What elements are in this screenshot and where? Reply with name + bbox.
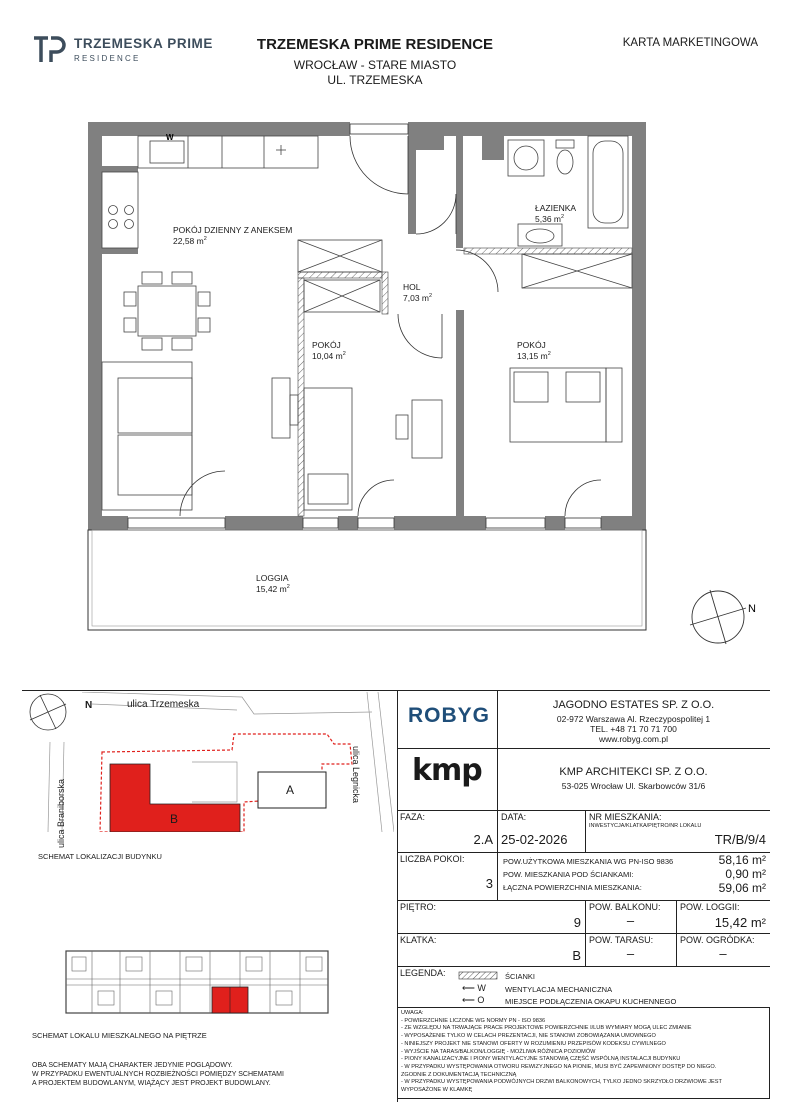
- hood-arrow-icon: ⟵ O: [462, 995, 485, 1005]
- area2-value: 0,90 m²: [725, 867, 766, 881]
- room-label-loggia: LOGGIA 15,42 $m^2$: [256, 573, 290, 594]
- divider: [397, 900, 770, 901]
- building-b-label: B: [170, 812, 179, 826]
- nr-label: NR MIESZKANIA:: [589, 812, 662, 822]
- loggia-label: POW. LOGGII:: [680, 902, 740, 912]
- document-title: TRZEMESKA PRIME RESIDENCE: [256, 36, 494, 53]
- divider: [397, 810, 770, 811]
- faza-label: FAZA:: [400, 812, 426, 822]
- area3-value: 59,06 m²: [718, 881, 766, 895]
- room-label-hall: HOL 7,03 $m^2$: [403, 282, 433, 303]
- location-line: WROCŁAW - STARE MIASTO: [293, 58, 457, 72]
- legend-label: LEGENDA:: [400, 968, 446, 978]
- street-left: ulica Braniborska: [56, 778, 66, 848]
- klatka-label: KLATKA:: [400, 935, 437, 945]
- pietro-value: 9: [573, 915, 581, 930]
- kmp-logo: kmp: [412, 753, 482, 788]
- divider: [585, 810, 586, 852]
- developer-block: JAGODNO ESTATES SP. Z O.O. 02-972 Warszawa Al. Rzeczypospolitej 1 TEL. +48 71 70 71 700 www.robyg.com.pl: [552, 699, 715, 744]
- floor-schematic: [62, 945, 332, 1020]
- ogrodek-label: POW. OGRÓDKA:: [680, 935, 755, 945]
- klatka-value: B: [572, 948, 581, 963]
- ventilation-mark: W: [166, 133, 174, 142]
- logo-sub: RESIDENCE: [74, 54, 141, 63]
- section-divider: [22, 690, 770, 691]
- data-value: 25-02-2026: [501, 832, 568, 847]
- architect-block: KMP ARCHITEKCI SP. Z O.O. 53-025 Wrocław Ul. Skarbowców 31/6: [559, 766, 708, 791]
- legend-item-hood: MIEJSCE PODŁĄCZENIA OKAPU KUCHENNEGO: [505, 997, 677, 1006]
- data-label: DATA:: [501, 812, 527, 822]
- north-mark: N: [748, 603, 756, 615]
- area3-label: ŁĄCZNA POWIERZCHNIA MIESZKANIA:: [503, 883, 642, 892]
- building-a-label: A: [286, 783, 295, 797]
- pokoje-value: 3: [485, 876, 493, 891]
- logo-name: TRZEMESKA PRIME: [74, 36, 214, 51]
- legend-item-ventilation: WENTYLACJA MECHANICZNA: [505, 985, 613, 994]
- faza-value: 2.A: [473, 832, 493, 847]
- divider: [497, 852, 498, 900]
- pietro-label: PIĘTRO:: [400, 902, 437, 912]
- street-top: ulica Trzemeska: [127, 699, 200, 710]
- card-type: KARTA MARKETINGOWA: [622, 37, 758, 49]
- floor-caption: SCHEMAT LOKALU MIESZKALNEGO NA PIĘTRZE: [32, 1031, 207, 1040]
- nr-sublabel: INWESTYCJA/KLATKA/PIĘTRO/NR LOKALU: [589, 823, 702, 829]
- taras-label: POW. TARASU:: [589, 935, 654, 945]
- notes: UWAGA: - POWIERZCHNIE LICZONE WG NORMY PN - ISO 9836 - ZE WZGLĘDU NA TRWAJĄCE PRACE PROJEKTOWE POWIERZCHNIE I/LUB WYMIARY MOGĄ ULEC ZMIANIE - WYPOSAŻENIE TYLKO W CELACH PREZENTACJI, NIE STANOWI ZOBOWIĄZANIA UMOWNEGO - NINIEJSZY PROJEKT NIE STANOWI OFERTY W ROZUMIENIU PRZEPISÓW KODEKSU CYWILNEGO - WYJŚCIE NA TARAS/BALKON/LOGGIĘ - MOŻLIWA RÓŻNICA POZIOMÓW - PIONY KANALIZACYJNE I PIONY WENTYLACYJNE STANOWIĄ CZĘŚĆ WSPÓLNĄ INSTALACJI BUDYNKU - W PRZYPADKU WYSTĘPOWANIA OTWORU REWIZYJNEGO NA PIONIE, MUSI BYĆ ZAPEWNIONY DOSTĘP DO NIEGO. ZGODNIE Z DOKUMENTACJĄ TECHNICZNĄ - W PRZYPADKU WYSTĘPOWANIA PODWÓJNYCH DRZWI BALKONOWYCH, TYLKO JEDNO SKRZYDŁO DRZWIOWE JEST WYPOSAŻONE W KLAMKĘ: [401, 1010, 722, 1094]
- partition-hatch-icon: [458, 971, 498, 980]
- site-north-mark: N: [85, 700, 93, 711]
- ogrodek-value: –: [719, 946, 727, 961]
- balkon-value: –: [626, 913, 635, 928]
- divider: [397, 933, 770, 934]
- robyg-logo: ROBYG: [408, 704, 491, 727]
- divider: [497, 810, 498, 852]
- balkon-label: POW. BALKONU:: [589, 902, 661, 912]
- room-label-room-13: POKÓJ 13,15 $m^2$: [517, 340, 551, 361]
- area2-label: POW. MIESZKANIA POD ŚCIANKAMI:: [503, 870, 634, 879]
- nr-value: TR/B/9/4: [714, 832, 766, 847]
- disclaimer: OBA SCHEMATY MAJĄ CHARAKTER JEDYNIE POGLĄDOWY. W PRZYPADKU EWENTUALNYCH ROZBIEŻNOŚCI POMIĘDZY SCHEMATAMI A PROJEKTEM BUDOWLANYM, WIĄŻĄCY JEST PROJEKT BUDOWLANY.: [32, 1062, 284, 1088]
- room-label-living: POKÓJ DZIENNY Z ANEKSEM 22,58 $m^2$: [173, 225, 293, 246]
- taras-value: –: [626, 946, 635, 961]
- ventilation-arrow-icon: ⟵ W: [462, 983, 486, 993]
- street-right: ulica Legnicka: [351, 746, 361, 804]
- legend-item-partitions: ŚCIANKI: [505, 972, 536, 981]
- room-label-bathroom: ŁAZIENKA 5,36 $m^2$: [535, 203, 577, 224]
- site-map: [22, 692, 394, 832]
- divider: [397, 748, 770, 749]
- pokoje-label: LICZBA POKOI:: [400, 854, 465, 864]
- site-caption: SCHEMAT LOKALIZACJI BUDYNKU: [38, 852, 162, 861]
- room-label-room-10: POKÓJ 10,04 $m^2$: [312, 340, 346, 361]
- loggia-value: 15,42 m²: [714, 915, 766, 930]
- area1-label: POW.UŻYTKOWA MIESZKANIA WG PN-ISO 9836: [503, 857, 674, 866]
- area1-value: 58,16 m²: [718, 853, 766, 867]
- divider: [397, 966, 770, 967]
- street-line: UL. TRZEMESKA: [327, 73, 423, 87]
